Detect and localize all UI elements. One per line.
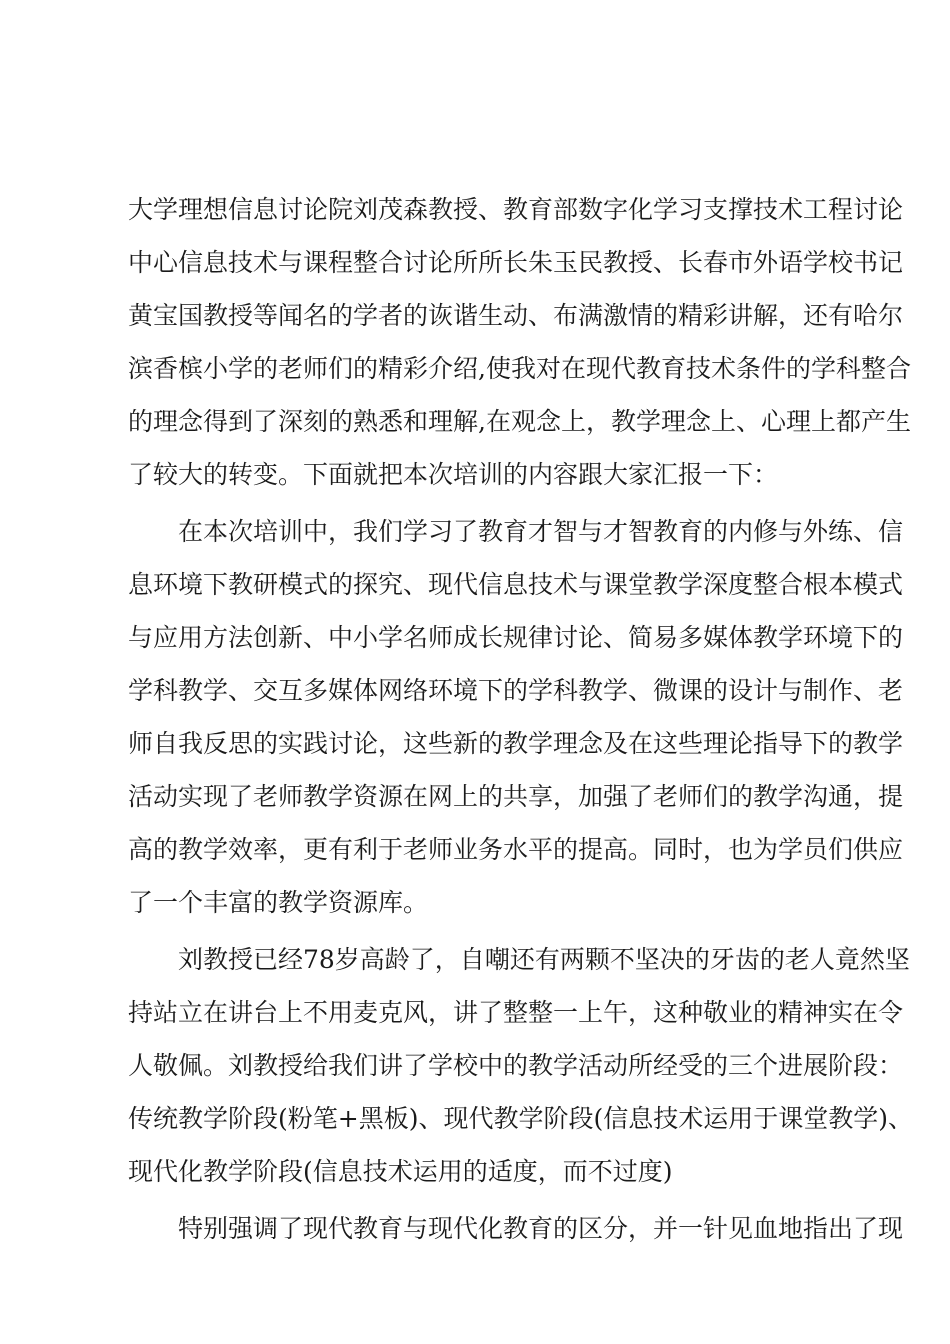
- text-line: 持站立在讲台上不用麦克风，讲了整整一上午，这种敬业的精神实在令: [128, 998, 904, 1027]
- text-line: 的理念得到了深刻的熟悉和理解,在观念上，教学理念上、心理上都产生: [128, 407, 911, 436]
- text-line: 师自我反思的实践讨论，这些新的教学理念及在这些理论指导下的教学: [128, 729, 904, 758]
- text-line: 滨香槟小学的老师们的精彩介绍,使我对在现代教育技术条件的学科整合: [128, 354, 911, 383]
- text-line: 特别强调了现代教育与现代化教育的区分，并一针见血地指出了现: [178, 1214, 904, 1243]
- text-line: 了一个丰富的教学资源库。: [128, 888, 429, 917]
- text-line: 活动实现了老师教学资源在网上的共享，加强了老师们的教学沟通，提: [128, 782, 904, 811]
- text-line: 在本次培训中，我们学习了教育才智与才智教育的内修与外练、信: [178, 517, 904, 546]
- text-line: 黄宝国教授等闻名的学者的诙谐生动、布满激情的精彩讲解，还有哈尔: [128, 301, 904, 330]
- text-line: 大学理想信息讨论院刘茂森教授、教育部数字化学习支撑技术工程讨论: [128, 195, 904, 224]
- text-line: 了较大的转变。下面就把本次培训的内容跟大家汇报一下：: [128, 460, 779, 489]
- text-line: 刘教授已经78岁高龄了，自嘲还有两颗不坚决的牙齿的老人竟然坚: [178, 945, 910, 974]
- paragraph-3: [128, 933, 913, 1198]
- text-line: 传统教学阶段(粉笔+黑板)、现代教学阶段(信息技术运用于课堂教学)、: [128, 1104, 913, 1133]
- paragraph-4: [128, 1202, 904, 1255]
- document-body: [128, 183, 913, 1255]
- text-line: 现代化教学阶段(信息技术运用的适度，而不过度): [128, 1157, 673, 1186]
- text-line: 息环境下教研模式的探究、现代信息技术与课堂教学深度整合根本模式: [128, 570, 904, 599]
- text-line: 中心信息技术与课程整合讨论所所长朱玉民教授、长春市外语学校书记: [128, 248, 904, 277]
- text-line: 人敬佩。刘教授给我们讲了学校中的教学活动所经受的三个进展阶段：: [128, 1051, 904, 1080]
- text-line: 与应用方法创新、中小学名师成长规律讨论、简易多媒体教学环境下的: [128, 623, 904, 652]
- paragraph-1: [128, 183, 911, 501]
- paragraph-2: [128, 505, 904, 929]
- text-line: 高的教学效率，更有利于老师业务水平的提高。同时，也为学员们供应: [128, 835, 904, 864]
- text-line: 学科教学、交互多媒体网络环境下的学科教学、微课的设计与制作、老: [128, 676, 904, 705]
